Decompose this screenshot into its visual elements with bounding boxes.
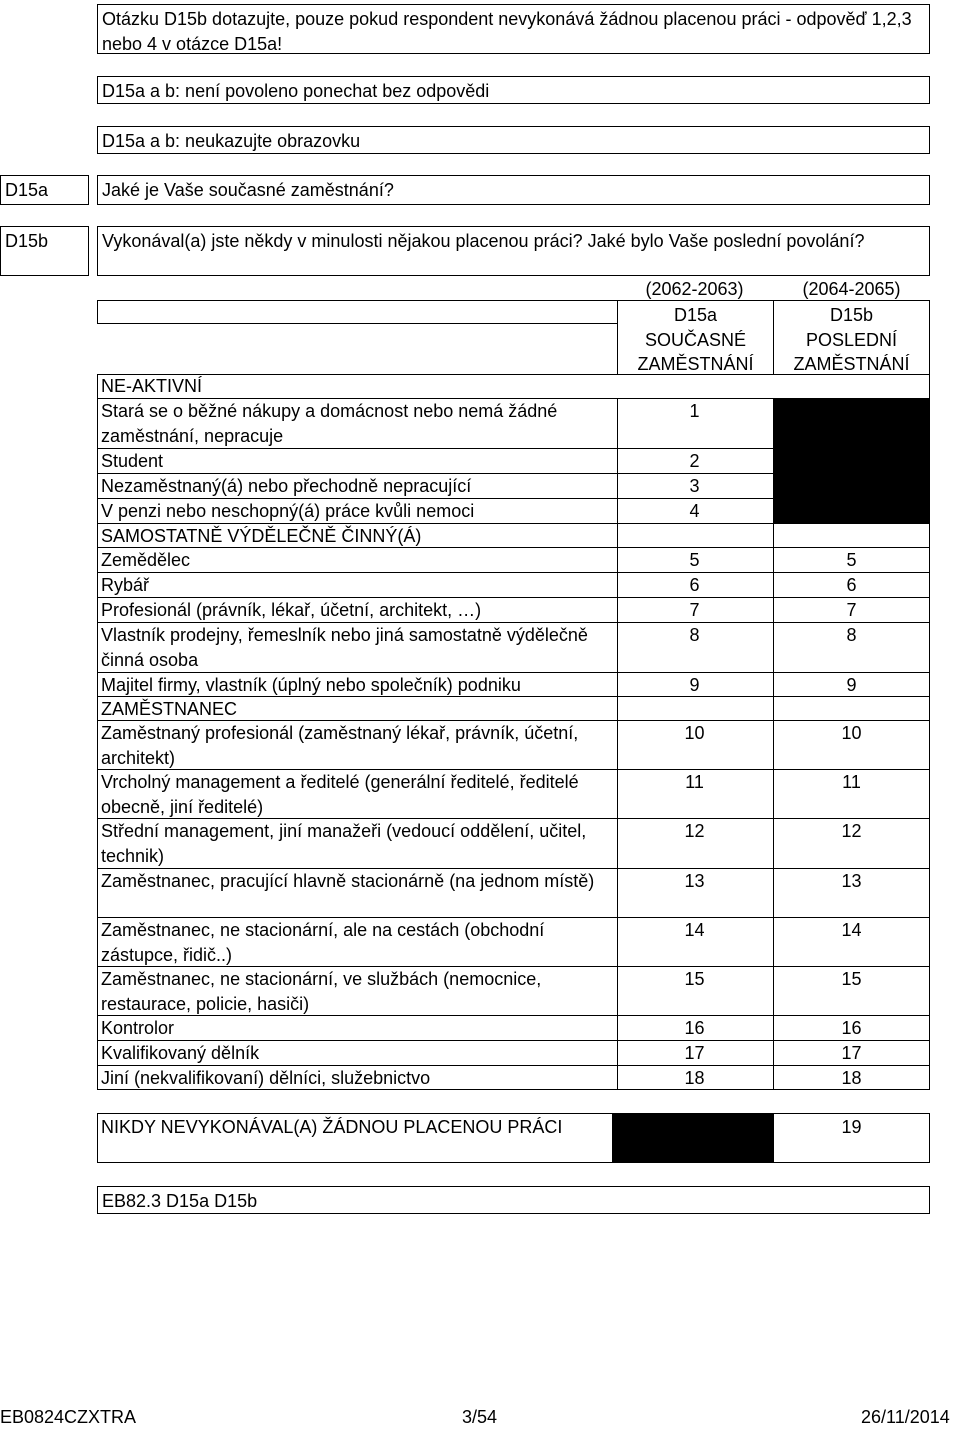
code-d15a: 4 [689, 501, 700, 521]
row-label: Zaměstnaný profesionál (zaměstnaný lékař, právník, účetní, architekt) [101, 723, 579, 768]
code-d15a: 16 [684, 1018, 705, 1038]
code-d15a: 12 [684, 821, 705, 841]
code-d15b: 14 [841, 920, 862, 940]
row-label: Majitel firmy, vlastník (úplný nebo společník) podniku [101, 675, 521, 695]
code-d15b: 12 [841, 821, 862, 841]
code-d15b: 9 [846, 675, 857, 695]
footer-date: 26/11/2014 [861, 1407, 950, 1427]
code-d15a: 1 [689, 401, 700, 421]
question-text: Jaké je Vaše současné zaměstnání? [97, 175, 930, 205]
row-label: Zaměstnanec, ne stacionární, ve službách (nemocnice, restaurace, policie, hasiči) [101, 969, 542, 1014]
column-header-blank [97, 300, 618, 324]
code-d15b: 7 [846, 600, 857, 620]
footer-page-number: 3/54 [462, 1407, 498, 1427]
table-row [97, 623, 930, 672]
code-d15a: 9 [689, 675, 700, 695]
row-label: Jiní (nekvalifikovaní) dělníci, služebnictvo [101, 1068, 431, 1088]
code-d15b: 11 [842, 772, 861, 792]
column-title: POSLEDNÍ ZAMĚSTNÁNÍ [793, 329, 910, 374]
table-row [97, 819, 930, 868]
table-row [97, 1114, 930, 1162]
table-row [97, 967, 930, 1016]
code-d15a: 17 [684, 1043, 705, 1063]
footer-document-id: EB0824CZXTRA [0, 1407, 137, 1427]
code-d15a: 18 [684, 1068, 705, 1088]
question-text: Vykonával(a) jste někdy v minulosti nějakou placenou práci? Jaké bylo Vaše poslední povolání? [97, 226, 930, 276]
instruction-note: Otázku D15b dotazujte, pouze pokud respondent nevykonává žádnou placenou práci - odpověď 1,2,3 nebo 4 v otázce D15a! [97, 4, 930, 54]
column-header-d15b [773, 300, 930, 375]
question-code: D15b [0, 226, 89, 276]
column-code: D15a [673, 305, 718, 325]
row-label: Rybář [101, 575, 150, 595]
code-d15a: 11 [685, 772, 704, 792]
row-label: Zemědělec [101, 550, 191, 570]
code-d15b: 5 [846, 550, 857, 570]
row-label: NIKDY NEVYKONÁVAL(A) ŽÁDNOU PLACENOU PRÁCI [101, 1117, 563, 1137]
code-d15b: 13 [841, 871, 862, 891]
column-header-d15a [617, 300, 774, 375]
code-d15b: 6 [846, 575, 857, 595]
code-d15a: 14 [684, 920, 705, 940]
code-d15a: 15 [684, 969, 705, 989]
row-label: Vlastník prodejny, řemeslník nebo jiná samostatně výdělečně činná osoba [101, 625, 588, 670]
instruction-note: D15a a b: není povoleno ponechat bez odpovědi [97, 76, 930, 104]
code-d15a: 6 [689, 575, 700, 595]
code-d15a: 2 [689, 451, 700, 471]
question-code: D15a [0, 175, 89, 205]
column-range: (2064-2065) [802, 279, 901, 299]
instruction-note: D15a a b: neukazujte obrazovku [97, 126, 930, 154]
row-label: Střední management, jiní manažeři (vedoucí oddělení, učitel, technik) [101, 821, 587, 866]
not-applicable-block [773, 399, 930, 523]
code-d15a: 8 [689, 625, 700, 645]
table-row [97, 918, 930, 967]
column-range: (2062-2063) [645, 279, 744, 299]
code-d15b: 16 [841, 1018, 862, 1038]
not-applicable-block [612, 1114, 773, 1162]
code-d15b: 15 [841, 969, 862, 989]
row-label: Zaměstnanec, ne stacionární, ale na cestách (obchodní zástupce, řidič..) [101, 920, 545, 965]
row-label: V penzi nebo neschopný(á) práce kvůli nemoci [101, 501, 475, 521]
code-d15b: 8 [846, 625, 857, 645]
code-d15b: 18 [841, 1068, 862, 1088]
code-d15a: 5 [689, 550, 700, 570]
row-label: Zaměstnanec, pracující hlavně stacionárně (na jednom místě) [101, 871, 595, 891]
column-title: SOUČASNÉ ZAMĚSTNÁNÍ [637, 329, 754, 374]
reference-label: EB82.3 D15a D15b [97, 1186, 930, 1214]
code-d15a: 13 [684, 871, 705, 891]
row-label: Vrcholný management a ředitelé (generální ředitelé, ředitelé obecně, jiní ředitelé) [101, 772, 579, 817]
code-d15b: 17 [841, 1043, 862, 1063]
row-label: Kvalifikovaný dělník [101, 1043, 260, 1063]
code-d15b: 10 [841, 723, 862, 743]
row-label: Profesionál (právník, lékař, účetní, architekt, …) [101, 600, 482, 620]
column-code: D15b [829, 305, 874, 325]
row-label: Student [101, 451, 164, 471]
table-row [97, 721, 930, 770]
row-label: Kontrolor [101, 1018, 175, 1038]
row-label: Nezaměstnaný(á) nebo přechodně nepracující [101, 476, 472, 496]
table-row [97, 869, 930, 918]
code-d15a: 7 [689, 600, 700, 620]
table-row [97, 770, 930, 819]
row-label: Stará se o běžné nákupy a domácnost nebo nemá žádné zaměstnání, nepracuje [101, 401, 558, 446]
code-d15a: 3 [689, 476, 700, 496]
code-d15a: 10 [684, 723, 705, 743]
code-d15b: 19 [841, 1117, 862, 1137]
